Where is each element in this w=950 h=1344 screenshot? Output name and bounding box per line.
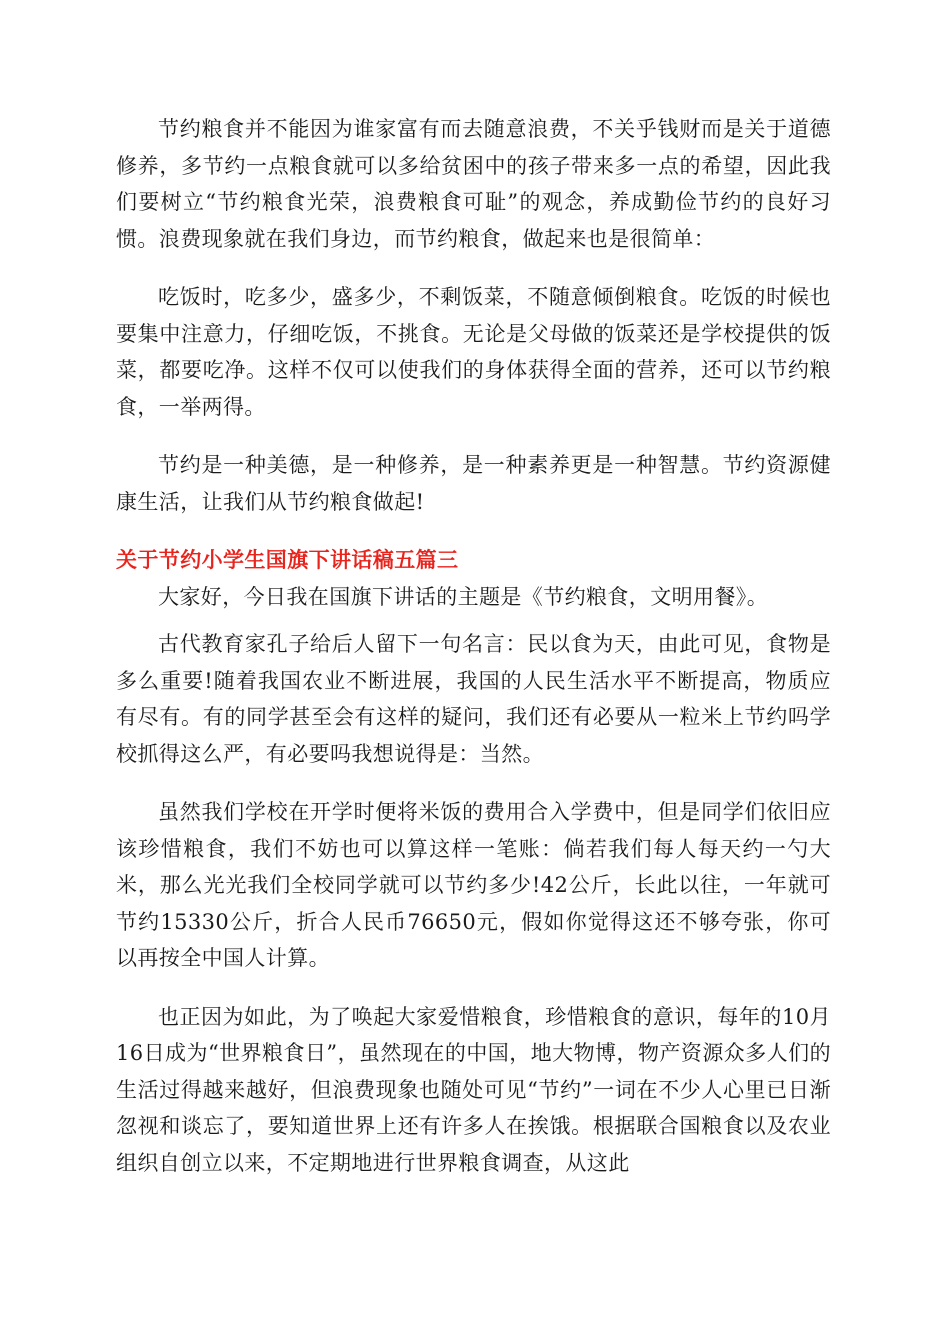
paragraph-6: 虽然我们学校在开学时便将米饭的费用合入学费中，但是同学们依旧应该珍惜粮食，我们不妨也可以算这样一笔账：倘若我们每人每天约一勺大米，那么光光我们全校同学就可以节约多少!42公斤，长此以往，一年就可节约15330公斤，折合人民币76650元，假如你觉得这还不够夸张，你可以再按全中国人计算。 [116,800,831,970]
document-body [116,111,831,1181]
paragraph-5: 古代教育家孔子给后人留下一句名言：民以食为天，由此可见，食物是多么重要!随着我国农业不断进展，我国的人民生活水平不断提高，物质应有尽有。有的同学甚至会有这样的疑问，我们还有必要从一粒米上节约吗学校抓得这么严，有必要吗我想说得是：当然。 [116,632,831,766]
paragraph-4: 大家好，今日我在国旗下讲话的主题是《节约粮食，文明用餐》。 [158,584,769,609]
paragraph-3: 节约是一种美德，是一种修养，是一种素养更是一种智慧。节约资源健康生活，让我们从节约粮食做起! [116,453,831,514]
paragraph-7: 也正因为如此，为了唤起大家爱惜粮食，珍惜粮食的意识，每年的10月16日成为“世界粮食日”，虽然现在的中国，地大物博，物产资源众多人们的生活过得越来越好，但浪费现象也随处可见“节约”一词在不少人心里已日渐忽视和谈忘了，要知道世界上还有许多人在挨饿。根据联合国粮食以及农业组织自创立以来，不定期地进行世界粮食调查，从这此 [116,1004,831,1175]
paragraph-1: 节约粮食并不能因为谁家富有而去随意浪费，不关乎钱财而是关于道德修养，多节约一点粮食就可以多给贫困中的孩子带来多一点的希望，因此我们要树立“节约粮食光荣，浪费粮食可耻”的观念，养成勤俭节约的良好习惯。浪费现象就在我们身边，而节约粮食，做起来也是很简单： [116,117,831,251]
section-heading: 关于节约小学生国旗下讲话稿五篇三 [116,548,459,572]
paragraph-2: 吃饭时，吃多少，盛多少，不剩饭菜，不随意倾倒粮食。吃饭的时候也要集中注意力，仔细吃饭，不挑食。无论是父母做的饭菜还是学校提供的饭菜，都要吃净。这样不仅可以使我们的身体获得全面的营养，还可以节约粮食，一举两得。 [116,285,831,419]
